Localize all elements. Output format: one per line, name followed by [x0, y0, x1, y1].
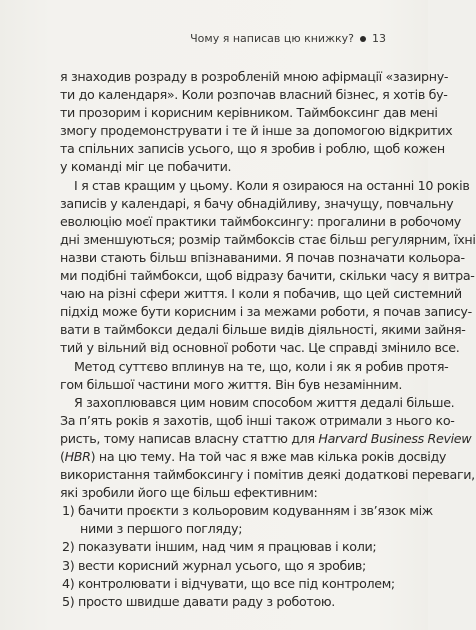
text-line: вати в таймбокси дедалі більше видів діяльності, якими зайня-	[60, 322, 466, 338]
list-item-line: 4) контролювати і відчувати, що все під контролем;	[62, 575, 395, 591]
text-line: І я став кращим у цьому. Коли я озираюся на останні 10 років	[74, 177, 470, 193]
text-line: Я захоплювався цим новим способом життя дедалі більше.	[74, 394, 455, 410]
text-line: гом більшої частини мого життя. Він був незамінним.	[60, 376, 403, 392]
body-text	[60, 68, 476, 611]
list-item-line: ними з першого погляду;	[80, 521, 243, 537]
list-item	[60, 575, 395, 593]
text-line: підхід може бути корисним і за межами роботи, я почав запису-	[60, 304, 472, 320]
list-item-line: 2) показувати іншим, над чим я працював і коли;	[62, 539, 377, 555]
text-line: ристь, тому написав власну статтю для Harvard Business Review	[60, 430, 472, 446]
paragraph	[60, 68, 453, 177]
text-line: Метод суттєво вплинув на те, що, коли і як я робив протя-	[74, 358, 449, 374]
text-line: та спільних записів усього, що я зробив і роблю, щоб кожен	[60, 141, 445, 157]
text-line: чаю на різні сфери життя. І коли я побачив, що цей системний	[60, 286, 462, 302]
text-line: записів у календарі, я бачу обнадійливу, значущу, повчальну	[60, 195, 454, 211]
page-number: 13	[372, 32, 386, 45]
text-line: ти прозорим і корисним керівником. Таймбоксинг дав мені	[60, 105, 438, 121]
running-header	[190, 32, 386, 46]
text-line: тий у вільний від основної роботи час. Це справді змінило все.	[60, 340, 460, 356]
text-line: За п’ять років я захотів, щоб інші також отримали з нього ко-	[60, 412, 455, 428]
list-item	[60, 593, 373, 611]
list-item-line: 1) бачити проєкти з кольоровим кодуванням і зв’язок між	[62, 503, 433, 519]
text-line: ти до календаря». Коли розпочав власний бізнес, я хотів бу-	[60, 87, 448, 103]
list-item-line: 3) вести корисний журнал усього, що я зробив;	[62, 557, 366, 573]
text-line: еволюцію моєї практики таймбоксингу: прогалини в робочому	[60, 213, 461, 229]
text-line: (HBR) на цю тему. На той час я вже мав кілька років досвіду	[60, 448, 447, 464]
text-line: у команді міг це побачити.	[60, 159, 232, 175]
list-item	[60, 502, 433, 538]
text-line: змогу продемонструвати і те й інше за допомогою відкритих	[60, 123, 453, 139]
list-item-line: 5) просто швидше давати раду з роботою.	[62, 593, 335, 609]
text-line: назви стають більш впізнаваними. Я почав позначати кольора-	[60, 249, 465, 265]
list-item	[60, 557, 373, 575]
list-item	[60, 538, 377, 556]
text-line: використання таймбоксингу і помітив деякі додаткові переваги,	[60, 467, 475, 483]
text-line: ми подібні таймбокси, щоб відразу бачити, скільки часу я витра-	[60, 268, 475, 284]
text-line: які зробили його ще більш ефективним:	[60, 485, 318, 501]
header-bullet-icon	[360, 36, 366, 42]
paragraph	[60, 394, 475, 503]
paragraph	[60, 358, 449, 394]
text-line: я знаходив розраду в розробленій мною афірмації «зазирну-	[60, 69, 449, 84]
paragraph	[60, 177, 476, 358]
benefits-list	[60, 502, 433, 611]
text-line: дні зменшуються; розмір таймбоксів стає більш регулярним, їхні	[60, 231, 476, 247]
chapter-title: Чому я написав цю книжку?	[190, 32, 354, 45]
